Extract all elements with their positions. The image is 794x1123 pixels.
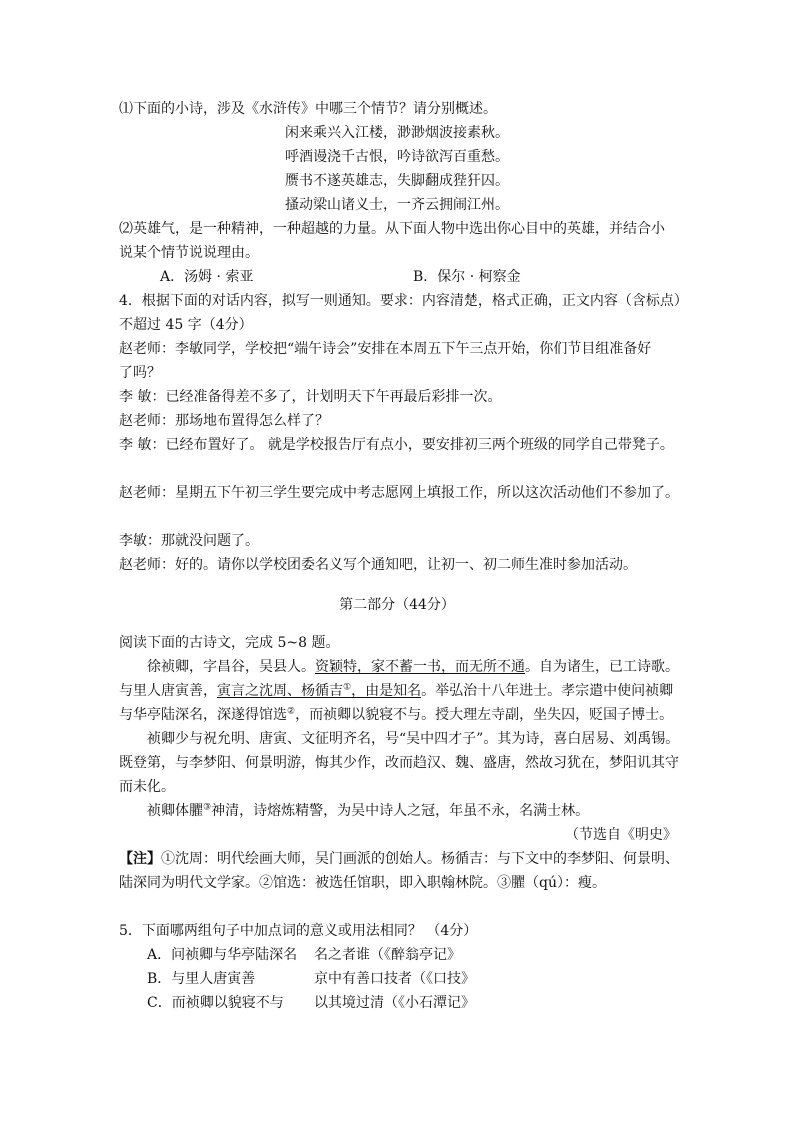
poem-line-4: 搔动梁山诸义士，一齐云拥闹江州。 — [285, 197, 509, 213]
note-text: ①沈周：明代绘画大师，吴门画派的创始人。杨循吉：与下文中的李梦阳、何景明、 — [161, 851, 679, 867]
q4-line-2: 不超过 45 字（4分） — [119, 317, 253, 333]
q5-option-b-right: 京中有善口技者（《口技》 — [314, 971, 475, 987]
passage-text: 与华亭陆深名，深遂得馆选 — [119, 707, 287, 723]
passage-p2-line-2: 既登第，与李梦阳、何景明游，悔其少作，改而趋汉、魏、盛唐，然故习犹在，梦阳讥其守 — [119, 755, 679, 771]
dialogue-line-5: 李 敏：已经布置好了。 就是学校报告厅有点小，要安排初三两个班级的同学自己带凳子。 — [119, 437, 674, 453]
dialogue-line-1: 赵老师：李敏同学，学校把“端午诗会”安排在本周五下午三点开始，你们节目组准备好 — [119, 341, 652, 357]
passage-p1-line-3 — [119, 706, 673, 724]
passage-p1-line-1 — [147, 658, 679, 676]
q3-option-a: A．汤姆 · 索亚 — [160, 269, 254, 285]
passage-text: 祯卿体臞 — [147, 803, 203, 819]
passage-text: 神清，诗熔炼精警，为吴中诗人之冠，年虽不永，名满士林。 — [211, 803, 590, 819]
q5-option-c-left: C．而祯卿以貌寝不与 — [147, 995, 284, 1011]
passage-text: 徐祯卿，字昌谷，吴县人。 — [147, 659, 315, 675]
q3-part1-prompt: ⑴下面的小诗，涉及《水浒传》中哪三个情节？请分别概述。 — [119, 101, 497, 117]
dialogue-line-7: 李敏：那就没问题了。 — [119, 533, 259, 549]
q5-option-a-left: A．问祯卿与华亭陆深名 — [147, 947, 298, 963]
passage-text: ，而祯卿以貌寝不与。授大理左寺副，坐失囚，贬国子博士。 — [295, 707, 674, 723]
passage-text: 。举弘治十八年进士。孝宗遣中使问祯卿 — [421, 683, 674, 699]
passage-p3-line-1 — [147, 802, 589, 820]
note-label: 【注】 — [119, 851, 161, 867]
q3-part2-line-1: ⑵英雄气，是一种精神，一种超越的力量。从下面人物中选出你心目中的英雄，并结合小 — [119, 221, 665, 237]
note-mark-3: ③ — [203, 802, 212, 813]
poem-line-3: 赝书不遂英雄志，失脚翻成狴犴囚。 — [285, 173, 509, 189]
dialogue-line-3: 李 敏：已经准备得差不多了，计划明天下午再最后彩排一次。 — [119, 389, 502, 405]
underlined-text: ，由是知名 — [351, 683, 422, 699]
underlined-sentence-1: 资颖特，家不蓄一书，而无所不通 — [315, 659, 525, 675]
q3-part2-line-2: 说某个情节说说理由。 — [119, 245, 259, 261]
dialogue-line-2: 了吗？ — [119, 365, 161, 381]
part2-heading: 第二部分（44分） — [339, 597, 455, 613]
notes-line-2: 陆深同为明代文学家。②馆选：被选任馆职，即入职翰林院。③臞（qú）：瘦。 — [119, 875, 606, 891]
passage-p1-line-2 — [119, 682, 673, 700]
passage-text: 与里人唐寅善， — [119, 683, 217, 699]
source-citation: （节选自《明史》 — [565, 827, 677, 843]
dialogue-line-4: 赵老师：那场地布置得怎么样了？ — [119, 413, 329, 429]
underlined-sentence-2 — [217, 683, 421, 699]
q5-option-c-right: 以其境过清（《小石潭记》 — [314, 995, 475, 1011]
passage-p2-line-3: 而未化。 — [119, 779, 175, 795]
notes-line-1 — [119, 850, 679, 868]
passage-text: 。自为诸生，已工诗歌。 — [525, 659, 679, 675]
dialogue-line-8: 赵老师：好的。请你以学校团委名义写个通知吧，让初一、初二师生准时参加活动。 — [119, 557, 637, 573]
poem-line-1: 闲来乘兴入江楼，渺渺烟波接素秋。 — [285, 125, 509, 141]
dialogue-line-6: 赵老师：星期五下午初三学生要完成中考志愿网上填报工作，所以这次活动他们不参加了。 — [119, 485, 679, 501]
reading-intro: 阅读下面的古诗文，完成 5~8 题。 — [119, 635, 340, 651]
note-mark-1: ① — [343, 682, 352, 693]
passage-p2-line-1: 祯卿少与祝允明、唐寅、文征明齐名，号“吴中四才子”。其为诗，喜白居易、刘禹锡。 — [147, 731, 680, 747]
q3-option-b: B．保尔 · 柯察金 — [413, 269, 521, 285]
q5-option-b-left: B．与里人唐寅善 — [147, 971, 256, 987]
q4-line-1: 4．根据下面的对话内容，拟写一则通知。要求：内容清楚，格式正确，正文内容（含标点） — [119, 293, 688, 309]
poem-line-2: 呼酒谩浇千古恨，吟诗欲泻百重愁。 — [285, 149, 509, 165]
q5-stem: 5．下面哪两组句子中加点词的意义或用法相同？ （4分） — [119, 923, 478, 939]
q5-option-a-right: 名之者谁（《醉翁亭记》 — [314, 947, 461, 963]
note-mark-2: ② — [287, 706, 296, 717]
underlined-text: 寅言之沈周、杨循吉 — [217, 683, 343, 699]
